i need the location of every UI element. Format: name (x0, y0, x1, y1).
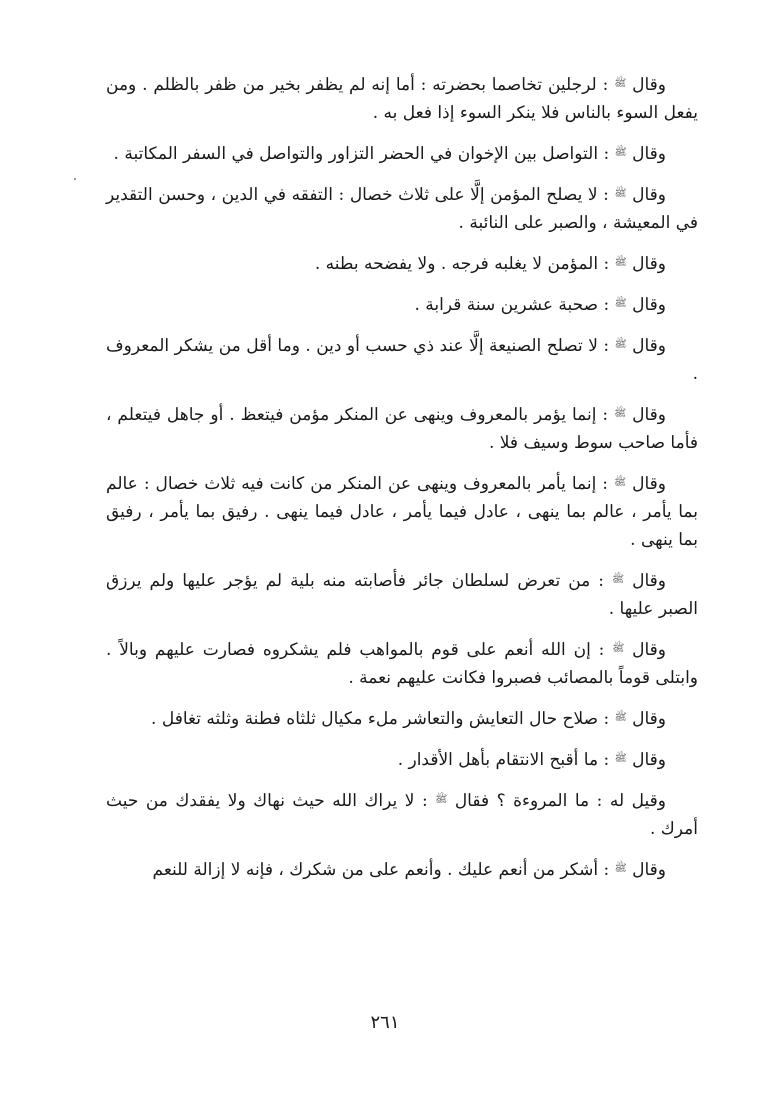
honorific-glyph: ﷺ (614, 147, 627, 158)
saying-intro: وقال (632, 295, 666, 315)
saying-paragraph (106, 180, 698, 237)
saying-paragraph (106, 70, 698, 127)
saying-text: : إن الله أنعم على قوم بالمواهب فلم يشكروه فصارت عليهم وبالاً . وابتلى قوماً بالمصائب فصبروا فكانت عليهم نعمة . (106, 640, 698, 688)
saying-intro: وقال (632, 750, 666, 770)
honorific-glyph: ﷺ (435, 794, 448, 805)
honorific-glyph: ﷺ (614, 78, 627, 89)
honorific-glyph: ﷺ (614, 477, 627, 488)
saying-intro: وقال (632, 709, 666, 729)
saying-text: : لرجلين تخاصما بحضرته : أما إنه لم يظفر بخير من ظفر بالظلم . ومن يفعل السوء بالناس فلا ينكر السوء إذا فعل به . (106, 75, 698, 123)
saying-paragraph (106, 704, 698, 733)
honorific-glyph: ﷺ (614, 257, 627, 268)
saying-paragraph (106, 745, 698, 774)
saying-paragraph (106, 331, 698, 388)
saying-text: : صلاح حال التعايش والتعاشر ملء مكيال ثلثاه فطنة وثلثه تغافل . (151, 709, 610, 729)
margin-speck (74, 178, 76, 180)
saying-intro: وقال (632, 474, 666, 494)
honorific-glyph: ﷺ (614, 712, 627, 723)
saying-text: : ما أقبح الانتقام بأهل الأقدار . (397, 750, 610, 770)
saying-intro: وقال (632, 336, 667, 356)
saying-intro: وقال (632, 860, 666, 880)
saying-text: : صحبة عشرين سنة قرابة . (414, 295, 610, 315)
honorific-glyph: ﷺ (612, 574, 625, 585)
saying-text: : لا يراك الله حيث نهاك ولا يفقدك من حيث أمرك . (106, 791, 698, 839)
saying-text: : من تعرض لسلطان جائر فأصابته منه بلية لم يؤجر عليها ولم يرزق الصبر عليها . (106, 571, 698, 619)
saying-intro: وقال (632, 75, 667, 95)
saying-intro: وقال (632, 640, 667, 660)
saying-text: : إنما يؤمر بالمعروف وينهى عن المنكر مؤمن فيتعظ . أو جاهل فيتعلم ، فأما صاحب سوط وسيف فلا . (106, 405, 698, 453)
saying-text: : إنما يأمر بالمعروف وينهى عن المنكر من كانت فيه ثلاث خصال : عالم بما يأمر ، عالم بما ينهى ، عادل فيما يأمر ، عادل فيما ينهى . رفيق بما يأمر ، رفيق بما ينهى . (106, 474, 698, 550)
page-number: ٢٦١ (370, 1012, 400, 1033)
saying-paragraph (106, 635, 698, 692)
saying-intro: وقال (632, 144, 666, 164)
saying-text: : لا تصلح الصنيعة إلَّا عند ذي حسب أو دين . وما أقل من يشكر المعروف . (106, 336, 698, 384)
saying-paragraph (106, 400, 698, 457)
honorific-glyph: ﷺ (614, 188, 627, 199)
saying-paragraph (106, 139, 698, 168)
honorific-glyph: ﷺ (614, 298, 627, 309)
saying-intro: وقال (632, 254, 666, 274)
saying-text: : لا يصلح المؤمن إلَّا على ثلاث خصال : التفقه في الدين ، وحسن التقدير في المعيشة ، والصبر على النائبة . (106, 185, 698, 233)
saying-intro: وقال (632, 405, 667, 425)
honorific-glyph: ﷺ (614, 339, 627, 350)
saying-intro: وقال (632, 571, 667, 591)
saying-paragraph (106, 566, 698, 623)
saying-intro: وقال (632, 185, 667, 205)
saying-paragraph (106, 469, 698, 554)
honorific-glyph: ﷺ (612, 643, 625, 654)
honorific-glyph: ﷺ (614, 753, 627, 764)
saying-text: : أشكر من أنعم عليك . وأنعم على من شكرك ، فإنه لا إزالة للنعم (152, 860, 610, 880)
saying-paragraph (106, 249, 698, 278)
saying-paragraph (106, 786, 698, 843)
saying-paragraph (106, 855, 698, 884)
honorific-glyph: ﷺ (614, 863, 627, 874)
saying-text: : المؤمن لا يغلبه فرجه . ولا يفضحه بطنه . (314, 254, 610, 274)
saying-intro: وقيل له : ما المروءة ؟ فقال (454, 791, 667, 811)
page-body (106, 70, 698, 896)
saying-text: : التواصل بين الإخوان في الحضر التزاور والتواصل في السفر المكاتبة . (113, 144, 610, 164)
saying-paragraph (106, 290, 698, 319)
honorific-glyph: ﷺ (614, 408, 627, 419)
